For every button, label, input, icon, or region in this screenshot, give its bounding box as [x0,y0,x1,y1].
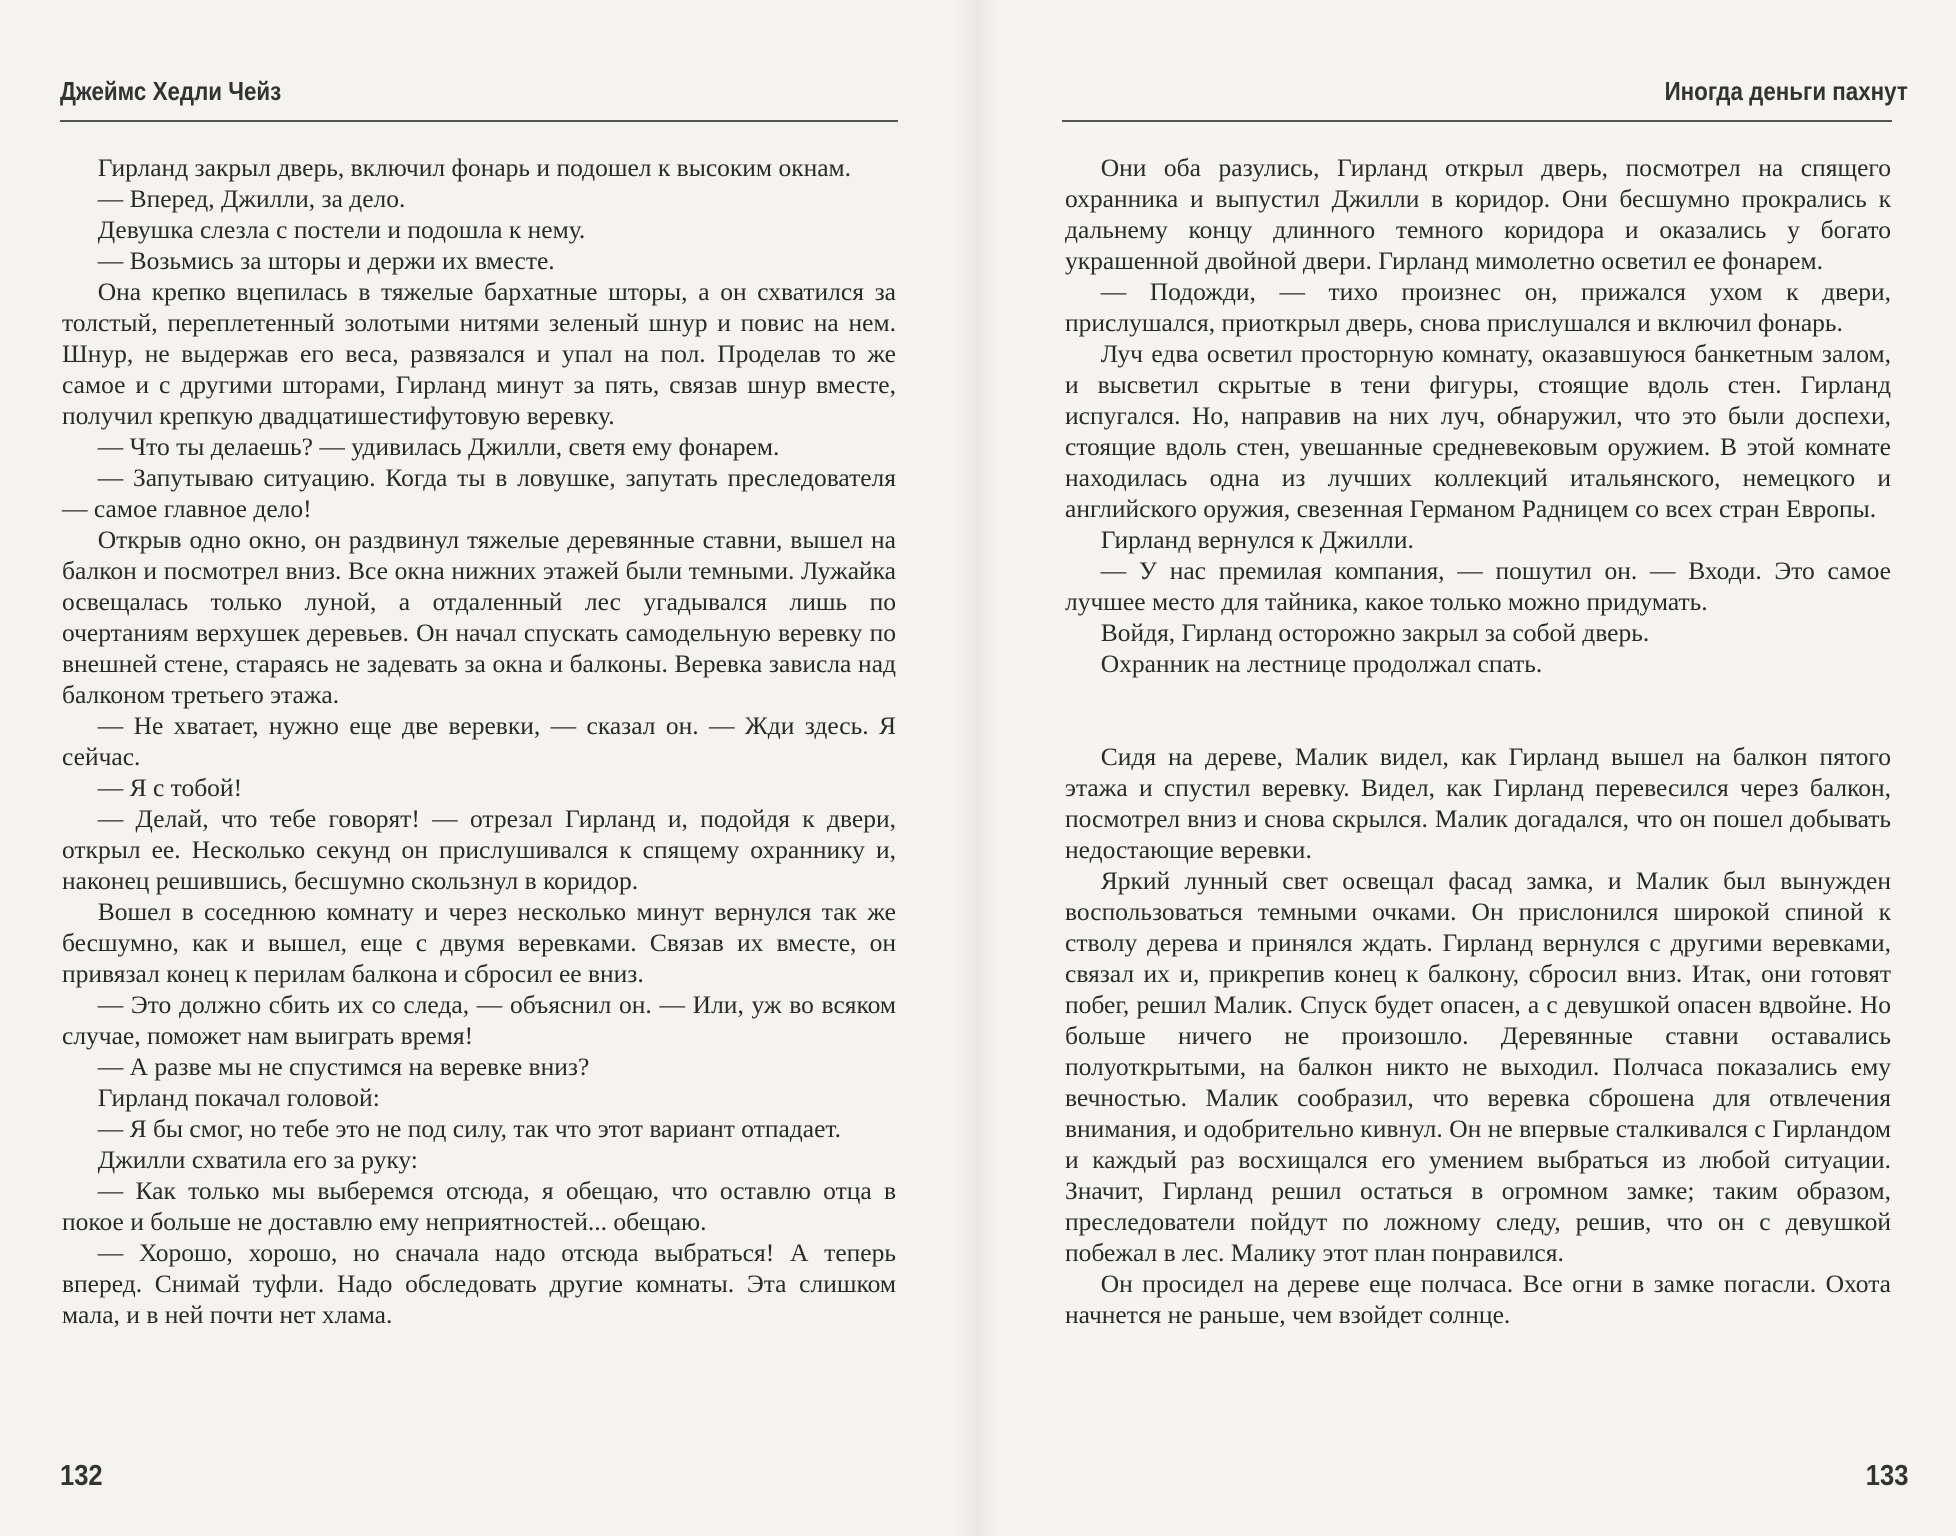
paragraph: Гирланд закрыл дверь, включил фонарь и подошел к высоким окнам. [97,153,852,182]
paragraph: Она крепко вцепилась в тяжелые бархатные шторы, а он схватился за толстый, переплетенный золотыми нитями зеленый шнур и повис на нем. Шнур, не выдержав его веса, развязался и упал на пол. Проделав то же самое и с другими шторами, Гирланд минут за пять, связав шнур вместе, получил крепкую двадцатишестифутовую веревку. [62,277,896,430]
paragraph: — Как только мы выберемся отсюда, я обещаю, что оставлю отца в покое и больше не доставлю ему неприятностей... обещаю. [62,1176,896,1236]
paragraph: — Вперед, Джилли, за дело. [97,184,406,213]
paragraph: Сидя на дереве, Малик видел, как Гирланд вышел на балкон пятого этажа и спустил веревку. Видел, как Гирланд перевесился через балкон, посмотрел вниз и снова скрылся. Малик догадался, что он пошел добывать недостающие веревки. [1065,742,1891,864]
paragraph: — Возьмись за шторы и держи их вместе. [97,246,555,275]
paragraph: — А разве мы не спустимся на веревке вниз? [97,1052,590,1081]
header-rule [1062,120,1892,122]
paragraph: Девушка слезла с постели и подошла к нему. [97,215,586,244]
paragraph: Яркий лунный свет освещал фасад замка, и Малик был вынужден воспользоваться темными очками. Он прислонился широкой спиной к стволу дерева и принялся ждать. Гирланд вернулся с другими веревками, связал их и, прикрепив конец к балкону, сбросил вниз. Итак, они готовят побег, решил Малик. Спуск будет опасен, а с девушкой опасен вдвойне. Но больше ничего не произошло. Деревянные ставни оставались полуоткрытыми, на балкон никто не выходил. Полчаса показались ему вечностью. Малик сообразил, что веревка сброшена для отвлечения внимания, и одобрительно кивнул. Он не впервые сталкивался с Гирландом и каждый раз восхищался его умением выбраться из любой ситуации. Значит, Гирланд решил остаться в огромном замке; таким образом, преследователи пойдут по ложному следу, решив, что он с девушкой побежал в лес. Малику этот план понравился. [1065,866,1891,1267]
running-head-title: Иногда деньги пахнут [1664,76,1908,106]
paragraph: Джилли схватила его за руку: [97,1145,418,1174]
paragraph: Охранник на лестнице продолжал спать. [1100,649,1543,678]
running-head-author: Джеймс Хедли Чейз [60,76,282,106]
paragraph: Они оба разулись, Гирланд открыл дверь, посмотрел на спящего охранника и выпустил Джилли в коридор. Они бесшумно прокрались к дальнему концу длинного темного коридора и оказались у богато украшенной двойной двери. Гирланд мимолетно осветил ее фонарем. [1065,153,1891,275]
book-gutter-shadow [956,0,1000,1536]
page-number: 133 [1865,1460,1908,1492]
right-page [978,0,1956,1536]
paragraph: — Запутываю ситуацию. Когда ты в ловушке, запутать преследователя — самое главное дело! [62,463,896,523]
page-number: 132 [60,1460,103,1492]
page-body-text [1065,152,1891,1330]
page-body-text [62,152,896,1330]
paragraph: — Не хватает, нужно еще две веревки, — сказал он. — Жди здесь. Я сейчас. [62,711,896,771]
paragraph: — У нас премилая компания, — пошутил он. — Входи. Это самое лучшее место для тайника, какое только можно придумать. [1065,556,1891,616]
paragraph: Гирланд покачал головой: [97,1083,380,1112]
paragraph: Луч едва осветил просторную комнату, оказавшуюся банкетным залом, и высветил скрытые в тени фигуры, стоящие вдоль стен. Гирланд испугался. Но, направив на них луч, обнаружил, что это были доспехи, стоящие вдоль стен, увешанные средневековым оружием. В этой комнате находилась одна из лучших коллекций итальянского, немецкого и английского оружия, свезенная Германом Радницем со всех стран Европы. [1065,339,1891,523]
paragraph: Гирланд вернулся к Джилли. [1100,525,1414,554]
paragraph: — Подожди, — тихо произнес он, прижался ухом к двери, прислушался, приоткрыл дверь, снова прислушался и включил фонарь. [1065,277,1891,337]
paragraph: Войдя, Гирланд осторожно закрыл за собой дверь. [1100,618,1650,647]
paragraph: — Хорошо, хорошо, но сначала надо отсюда выбраться! А теперь вперед. Снимай туфли. Надо обследовать другие комнаты. Эта слишком мала, и в ней почти нет хлама. [62,1238,896,1329]
paragraph: Вошел в соседнюю комнату и через несколько минут вернулся так же бесшумно, как и вышел, еще с двумя веревками. Связав их вместе, он привязал конец к перилам балкона и сбросил ее вниз. [62,897,896,988]
paragraph: — Что ты делаешь? — удивилась Джилли, светя ему фонарем. [97,432,780,461]
header-rule [60,120,898,122]
paragraph: — Я с тобой! [97,773,243,802]
paragraph: Открыв одно окно, он раздвинул тяжелые деревянные ставни, вышел на балкон и посмотрел вниз. Все окна нижних этажей были темными. Лужайка освещалась только луной, а отдаленный лес угадывался лишь по очертаниям верхушек деревьев. Он начал спускать самодельную веревку по внешней стене, стараясь не задевать за окна и балконы. Веревка зависла над балконом третьего этажа. [62,525,896,709]
paragraph: — Это должно сбить их со следа, — объяснил он. — Или, уж во всяком случае, поможет нам выиграть время! [62,990,896,1050]
paragraph: — Я бы смог, но тебе это не под силу, так что этот вариант отпадает. [97,1114,842,1143]
paragraph: Он просидел на дереве еще полчаса. Все огни в замке погасли. Охота начнется не раньше, чем взойдет солнце. [1065,1269,1891,1329]
paragraph: — Делай, что тебе говорят! — отрезал Гирланд и, подойдя к двери, открыл ее. Несколько секунд он прислушивался к спящему охраннику и, наконец решившись, бесшумно скользнул в коридор. [62,804,896,895]
